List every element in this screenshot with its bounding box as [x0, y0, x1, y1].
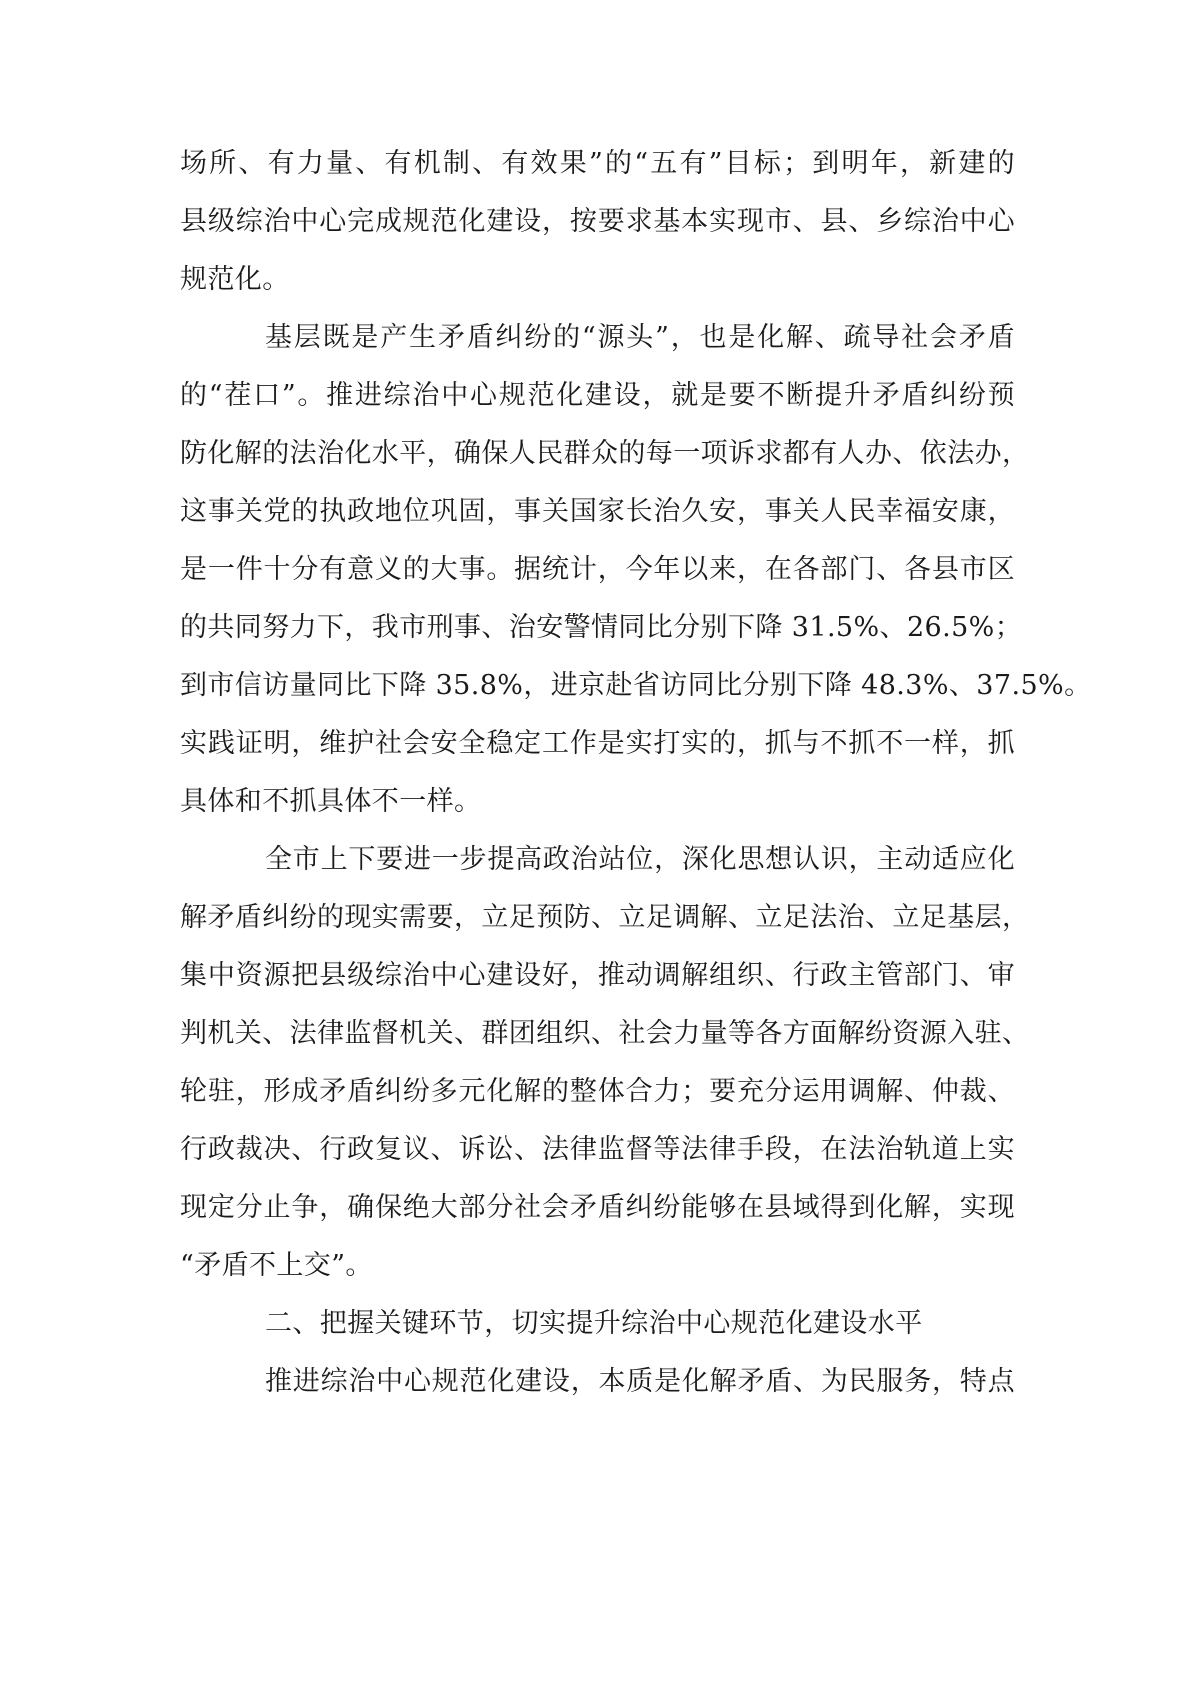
text-line: 的共同努力下，我市刑事、治安警情同比分别下降 31.5%、26.5%； [180, 612, 1023, 643]
text-line: 集中资源把县级综治中心建设好，推动调解组织、行政主管部门、审 [180, 960, 1015, 991]
section-heading: 二、把握关键环节，切实提升综治中心规范化建设水平 [265, 1308, 923, 1339]
text-line: 行政裁决、行政复议、诉讼、法律监督等法律手段，在法治轨道上实 [180, 1134, 1015, 1165]
text-line: 轮驻，形成矛盾纠纷多元化解的整体合力；要充分运用调解、仲裁、 [180, 1076, 1015, 1107]
paragraph-first-line: 基层既是产生矛盾纠纷的“源头”，也是化解、疏导社会矛盾 [265, 322, 1015, 353]
text-line: 县级综治中心完成规范化建设，按要求基本实现市、县、乡综治中心 [180, 206, 1015, 237]
text-line: 到市信访量同比下降 35.8%，进京赴省访同比分别下降 48.3%、37.5%。 [180, 670, 1092, 701]
text-line: 的“茬口”。推进综治中心规范化建设，就是要不断提升矛盾纠纷预 [180, 380, 1015, 411]
text-line: “矛盾不上交”。 [180, 1250, 373, 1281]
text-line: 场所、有力量、有机制、有效果”的“五有”目标；到明年，新建的 [180, 148, 1015, 179]
paragraph-first-line: 全市上下要进一步提高政治站位，深化思想认识，主动适应化 [265, 844, 1015, 875]
text-line: 实践证明，维护社会安全稳定工作是实打实的，抓与不抓不一样，抓 [180, 728, 1015, 759]
text-line: 这事关党的执政地位巩固，事关国家长治久安，事关人民幸福安康， [180, 496, 1015, 527]
text-line: 判机关、法律监督机关、群团组织、社会力量等各方面解纷资源入驻、 [180, 1018, 1030, 1049]
text-line: 解矛盾纠纷的现实需要，立足预防、立足调解、立足法治、立足基层， [180, 902, 1030, 933]
paragraph-first-line: 推进综治中心规范化建设，本质是化解矛盾、为民服务，特点 [265, 1366, 1015, 1397]
text-line: 防化解的法治化水平，确保人民群众的每一项诉求都有人办、依法办， [180, 438, 1030, 469]
text-line: 规范化。 [180, 264, 290, 295]
text-line: 是一件十分有意义的大事。据统计，今年以来，在各部门、各县市区 [180, 554, 1015, 585]
text-line: 现定分止争，确保绝大部分社会矛盾纠纷能够在县域得到化解，实现 [180, 1192, 1015, 1223]
text-line: 具体和不抓具体不一样。 [180, 786, 482, 817]
